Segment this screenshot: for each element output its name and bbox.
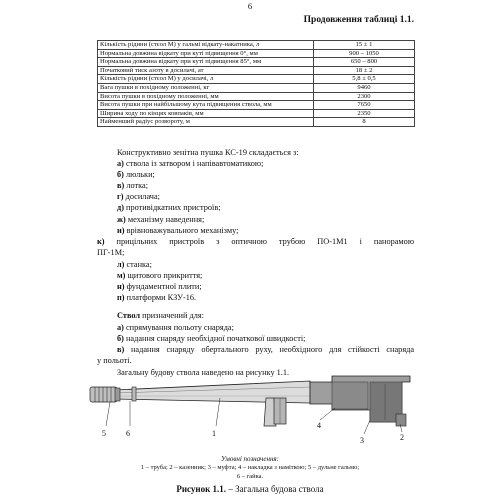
param-cell: Ширина ходу по кінцях ковпаків, мм (98, 109, 314, 118)
item-text: досилача; (123, 192, 160, 202)
word: надання (130, 345, 160, 354)
word: ПО-1М1 (317, 237, 348, 246)
param-cell: Нормальна довжина відкату при куті підвищення 85°, мм (98, 58, 314, 67)
item-text: спрямування польоту снаряда; (123, 323, 234, 332)
item-label: а) (117, 159, 124, 168)
param-cell: Найменший радіус розвороту, м (98, 118, 314, 127)
value-cell: 8 (314, 118, 415, 127)
param-cell: Кількість рідини (стєол М) у гальмі відкату-накатника, л (98, 41, 314, 50)
word: снаряда (386, 345, 415, 354)
word: обертального (201, 345, 249, 354)
item-label: л) (117, 260, 125, 269)
table-row (98, 83, 415, 92)
table-row (98, 41, 415, 50)
word: снаряду (166, 345, 195, 354)
value-cell: 9460 (314, 83, 415, 92)
figure-title: – Загальна будова ствола (226, 484, 324, 494)
word: пристроїв (169, 237, 205, 246)
purpose-rest: призначений для: (140, 311, 204, 320)
item-text: врівноважувального механізму; (124, 225, 239, 235)
word: стійкості (348, 345, 380, 354)
word: оптичною (231, 237, 267, 246)
callout-6: 6 (126, 429, 130, 438)
word: необхідного (279, 345, 323, 354)
item-label: б) (117, 170, 124, 180)
item-text: ствола із затвором і напівавтоматикою; (123, 159, 264, 168)
legend-line1: 1 – труба; 2 – казенник; 3 – муфта; 4 – накладка з наміткою; 5 – дульне гальмо; (140, 464, 360, 471)
word: панорамою (373, 237, 415, 246)
component-item (117, 225, 238, 236)
item-label: м) (117, 271, 126, 281)
word: для (329, 345, 342, 354)
word: руху, (255, 345, 273, 354)
intro-text: Конструктивно зенітна пушка КС-19 складається з: (117, 148, 299, 157)
table-row (98, 49, 415, 58)
item-label: д) (117, 203, 124, 213)
item-label: а) (117, 323, 124, 332)
item-label: б) (117, 334, 124, 344)
item-label: г) (117, 192, 124, 202)
value-cell: 18 ± 2 (314, 66, 415, 75)
value-cell: 2350 (314, 109, 415, 118)
item-label: ж) (117, 214, 126, 224)
callout-5: 5 (102, 429, 106, 438)
component-item (117, 191, 160, 202)
muzzle-brake (90, 387, 120, 402)
table-row (98, 101, 415, 110)
purpose-v-line1 (117, 344, 414, 355)
item-text: щитового прикриття; (125, 271, 203, 281)
param-cell: Висота пушки при найбільшому кута підвищення ствола, мм (98, 101, 314, 110)
purpose-intro (117, 310, 204, 321)
item-text: люльки; (123, 170, 155, 180)
param-cell: Висота пушки в похідному положенні, мм (98, 92, 314, 101)
item-label: в) (117, 181, 125, 191)
item-label: п) (117, 293, 125, 303)
figure-reference: Загальну будову ствола наведено на рисунку 1.1. (117, 368, 290, 377)
component-item (117, 169, 155, 180)
item-label: н) (117, 282, 125, 292)
word: трубою (278, 237, 306, 246)
barrel-drawing (70, 374, 420, 454)
component-item (117, 259, 152, 270)
figure-caption (0, 484, 500, 494)
item-text: платформи КЗУ-16. (124, 293, 197, 303)
word: з (216, 237, 220, 246)
callout-1: 1 (212, 429, 216, 438)
item-label: в) (117, 345, 125, 354)
component-item (117, 180, 148, 191)
value-cell: 5,8 ± 0,5 (314, 75, 415, 84)
item-k-line2: ПГ-1М; (97, 248, 125, 257)
table-caption: Продовження таблиці 1.1. (303, 15, 414, 25)
item-text: фундаментної плити; (124, 282, 202, 292)
word: прицільних (116, 237, 158, 246)
spec-table (97, 40, 415, 127)
component-item (117, 202, 221, 213)
value-cell: 7650 (314, 101, 415, 110)
table-row (98, 75, 415, 84)
callout-4: 4 (317, 421, 321, 430)
item-text: надання снаряду необхідної початкової швидкості; (123, 334, 306, 344)
component-item (117, 281, 202, 292)
table-row (98, 66, 415, 75)
value-cell: 2300 (314, 92, 415, 101)
component-item (117, 158, 263, 169)
purpose-item (117, 333, 305, 344)
item-k-line1 (97, 236, 414, 247)
purpose-v-line2: у польоті. (97, 356, 132, 365)
word: і (359, 237, 362, 246)
purpose-item (117, 322, 234, 333)
item-label: и) (117, 225, 125, 235)
figure-label: Рисунок 1.1. (176, 484, 227, 494)
breech (310, 376, 410, 426)
value-cell: 650 – 800 (314, 58, 415, 67)
legend-line2: 6 – гайка. (236, 473, 264, 480)
word: к) (97, 237, 105, 246)
ring (132, 387, 136, 401)
component-item (117, 270, 202, 281)
value-cell: 15 ± 1 (314, 41, 415, 50)
callout-3: 3 (360, 436, 364, 445)
item-text: станка; (124, 260, 152, 269)
param-cell: Вага пушки в похідному положенні, кг (98, 83, 314, 92)
param-cell: Нормальна довжина відкату при куті підвищення 0°, мм (98, 49, 314, 58)
clamp (264, 398, 286, 426)
component-item (117, 292, 196, 303)
page-number: 6 (247, 1, 253, 11)
value-cell: 900 – 1050 (314, 49, 415, 58)
param-cell: Кількість рідини (стєол М) у досилачі, л (98, 75, 314, 84)
callout-2: 2 (400, 433, 404, 442)
item-text: механізму наведення; (125, 214, 205, 224)
legend-title: Умовні позначення: (220, 455, 280, 463)
purpose-term: Ствол (117, 311, 141, 320)
table-row (98, 109, 415, 118)
item-text: лотка; (124, 181, 149, 191)
component-item (117, 214, 204, 225)
table-row (98, 92, 415, 101)
table-row (98, 118, 415, 127)
table-row (98, 58, 415, 67)
item-text: противідкатних пристроїв; (123, 203, 221, 213)
param-cell: Початковий тиск азоту в досилачі, ат (98, 66, 314, 75)
